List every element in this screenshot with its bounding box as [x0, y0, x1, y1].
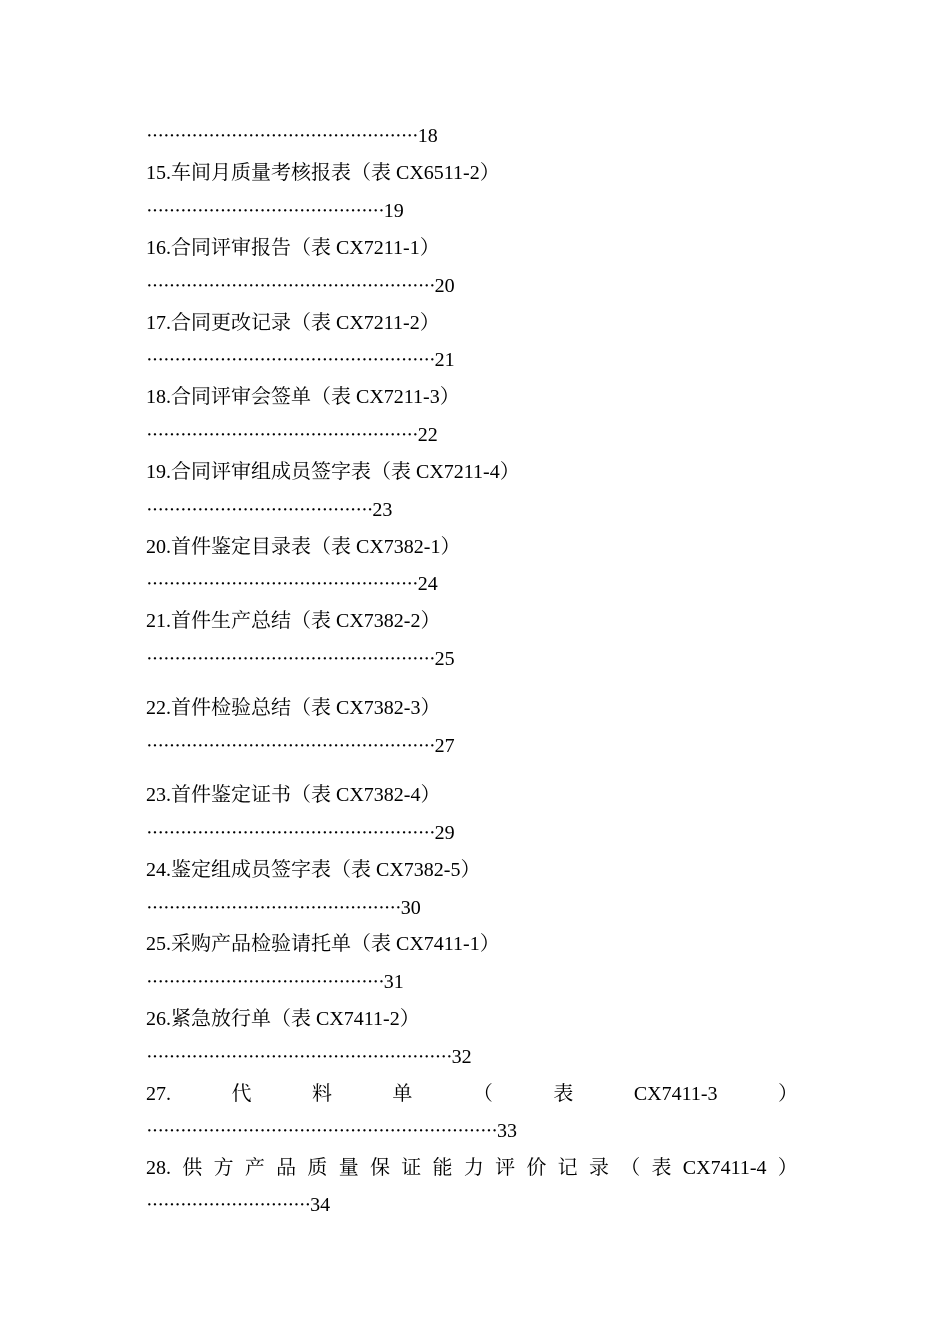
page-number: 34 [310, 1194, 331, 1216]
toc-leader-line [146, 970, 404, 994]
dot-leader: ··················································· [146, 275, 435, 297]
toc-leader-line [146, 423, 438, 447]
dot-leader: ············································· [146, 897, 401, 919]
toc-leader-line [146, 274, 455, 298]
dot-leader: ··················································· [146, 735, 435, 757]
page-number: 29 [434, 822, 455, 844]
entry-part: 证 [401, 1157, 422, 1179]
entry-part: （ [472, 1083, 493, 1105]
dot-leader: ········································ [146, 499, 373, 521]
toc-leader-line [146, 821, 455, 845]
entry-part: 价 [526, 1157, 547, 1179]
page-number: 24 [417, 573, 438, 595]
entry-part: 记 [557, 1157, 578, 1179]
page-number: 22 [417, 424, 438, 446]
entry-part: 单 [392, 1083, 413, 1105]
dot-leader: ·········································· [146, 200, 384, 222]
entry-part: 方 [213, 1157, 234, 1179]
dot-leader: ················································ [146, 424, 418, 446]
toc-entry-title[interactable]: 23.首件鉴定证书（表 CX7382-4） [146, 784, 441, 806]
dot-leader: ·········································· [146, 971, 384, 993]
toc-entry-title[interactable]: 16.合同评审报告（表 CX7211-1） [146, 237, 440, 259]
entry-part: CX7411-4 [682, 1157, 767, 1179]
toc-entry-title[interactable]: 22.首件检验总结（表 CX7382-3） [146, 697, 441, 719]
toc-leader-line [146, 1193, 330, 1217]
dot-leader: ··················································· [146, 349, 435, 371]
toc-entry-title-justified[interactable] [146, 1156, 798, 1180]
entry-part: CX7411-3 [633, 1083, 718, 1105]
toc-leader-line [146, 1119, 517, 1143]
page-number: 18 [417, 125, 438, 147]
dot-leader: ················································ [146, 573, 418, 595]
toc-entry-title[interactable]: 21.首件生产总结（表 CX7382-2） [146, 610, 441, 632]
toc-leader-line [146, 572, 438, 596]
entry-part: 评 [495, 1157, 516, 1179]
toc-leader-line [146, 498, 392, 522]
dot-leader: ······················································ [146, 1046, 452, 1068]
dot-leader: ··················································· [146, 822, 435, 844]
entry-part: 保 [369, 1157, 390, 1179]
entry-part: 表 [553, 1083, 574, 1105]
entry-part: 产 [244, 1157, 265, 1179]
page-number: 19 [383, 200, 404, 222]
toc-leader-line [146, 896, 421, 920]
entry-part: 代 [231, 1083, 252, 1105]
toc-entry-title[interactable]: 15.车间月质量考核报表（表 CX6511-2） [146, 162, 500, 184]
entry-part: 料 [311, 1083, 332, 1105]
entry-part: （ [620, 1157, 641, 1179]
entry-part: 27. [146, 1083, 171, 1105]
toc-leader-line [146, 124, 438, 148]
dot-leader: ······························································ [146, 1120, 497, 1142]
page-number: 31 [383, 971, 404, 993]
entry-part: 能 [432, 1157, 453, 1179]
toc-entry-title[interactable]: 26.紧急放行单（表 CX7411-2） [146, 1008, 420, 1030]
page-number: 23 [372, 499, 393, 521]
dot-leader: ················································ [146, 125, 418, 147]
dot-leader: ··················································· [146, 648, 435, 670]
toc-leader-line [146, 647, 455, 671]
toc-entry-title[interactable]: 19.合同评审组成员签字表（表 CX7211-4） [146, 461, 520, 483]
toc-leader-line [146, 734, 455, 758]
page-number: 20 [434, 275, 455, 297]
dot-leader: ····························· [146, 1194, 311, 1216]
entry-part: 力 [463, 1157, 484, 1179]
entry-part: 量 [338, 1157, 359, 1179]
entry-part: 品 [276, 1157, 297, 1179]
toc-entry-title[interactable]: 24.鉴定组成员签字表（表 CX7382-5） [146, 859, 481, 881]
page-number: 30 [400, 897, 421, 919]
page-number: 33 [496, 1120, 517, 1142]
entry-part: 28. [146, 1157, 171, 1179]
entry-part: 供 [182, 1157, 203, 1179]
entry-part: 质 [307, 1157, 328, 1179]
toc-leader-line [146, 1045, 472, 1069]
toc-leader-line [146, 199, 404, 223]
entry-part: 表 [651, 1157, 672, 1179]
toc-entry-title[interactable]: 25.采购产品检验请托单（表 CX7411-1） [146, 933, 500, 955]
page-number: 25 [434, 648, 455, 670]
page-number: 21 [434, 349, 455, 371]
toc-entry-title[interactable]: 20.首件鉴定目录表（表 CX7382-1） [146, 536, 461, 558]
page-number: 27 [434, 735, 455, 757]
toc-entry-title-justified[interactable] [146, 1082, 798, 1106]
toc-leader-line [146, 348, 455, 372]
toc-entry-title[interactable]: 18.合同评审会签单（表 CX7211-3） [146, 386, 460, 408]
entry-part: ） [777, 1157, 798, 1179]
toc-entry-title[interactable]: 17.合同更改记录（表 CX7211-2） [146, 312, 440, 334]
entry-part: ） [777, 1083, 798, 1105]
entry-part: 录 [588, 1157, 609, 1179]
page-number: 32 [451, 1046, 472, 1068]
